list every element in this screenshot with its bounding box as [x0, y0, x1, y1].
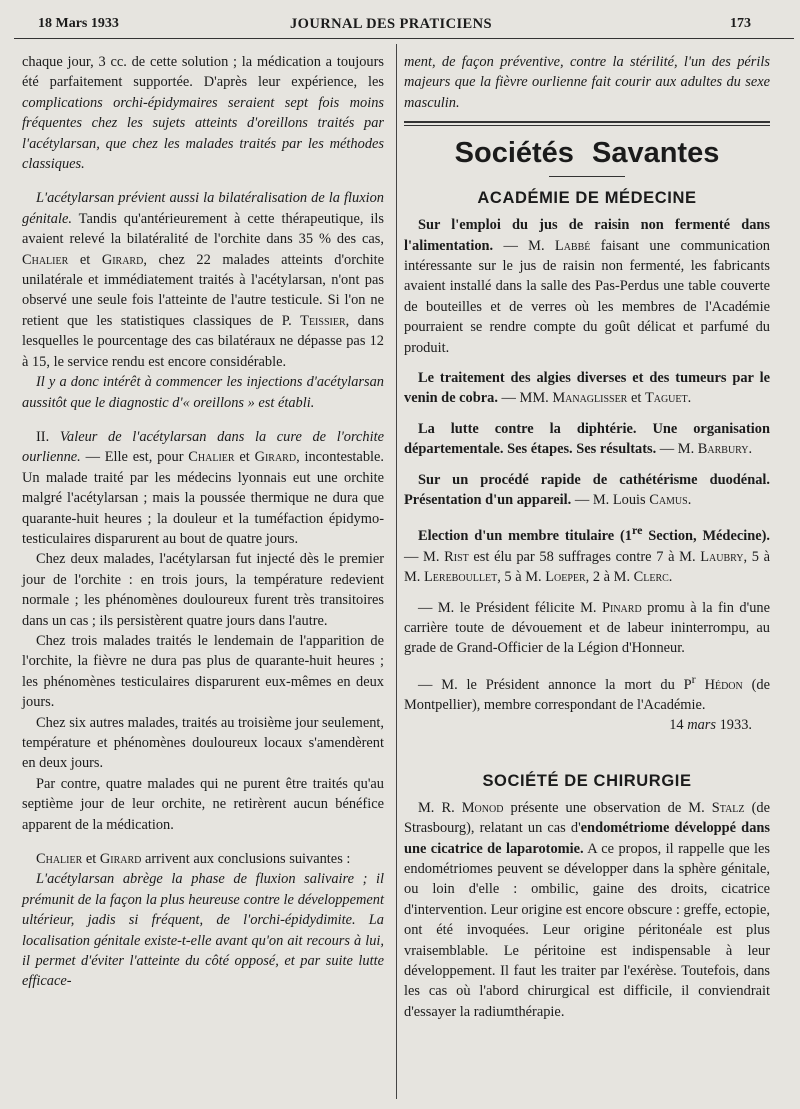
paragraph: — M. le Président annonce la mort du $P^r$ Hédon (de Montpellier), membre correspondant de l'Académie. [404, 671, 770, 713]
chirurgie-heading: SOCIÉTÉ DE CHIRURGIE [482, 771, 692, 790]
paragraph: Chalier et Girard arrivent aux conclusions suivantes : [36, 851, 351, 868]
paragraph: — M. le Président félicite M. Pinard promu à la fin d'une carrière toute de dévouement et de labeur ininterrompu, au grade de Grand-Officier de la Légion d'Honneur. [404, 599, 771, 657]
session-date: 14 mars 1933. [669, 717, 752, 734]
paragraph: L'acétylarsan prévient aussi la bilatéralisation de la fluxion génitale. Tandis qu'antérieurement à cette thérapeutique, ils avaient relevé la bilatéralité de l'orchite dans 35 % des cas, Chalier et Girard, chez 22 malades atteints d'orchite unilatérale et immédiatement traités à l'acétylarsan, n'ont pas observé une seule fois l'atteinte de l'autre testicule. Si l'on ne retient que les statistiques classiques de P. Teissier, dans lesquelles le pourcentage des cas bilatéraux ne dépasse pas 12 à 15, le service rendu est encore considérable. [22, 190, 384, 370]
left-column [22, 52, 384, 992]
section-rule [404, 121, 770, 123]
paragraph: Le traitement des algies diverses et des tumeurs par le venin de cobra. — MM. Managlisser et Taguet. [404, 370, 770, 407]
paragraph: Election d'un membre titulaire (1re Section, Médecine). — M. Rist est élu par 58 suffrages contre 7 à M. Laubry, 5 à M. Lereboullet, 5 à M. Loeper, 2 à M. Clerc. [404, 523, 770, 586]
header-page-number: 173 [730, 16, 751, 31]
paragraph: ment, de façon préventive, contre la stérilité, l'un des périls majeurs que la fièvre ourlienne fait courir aux adultes du sexe masculin. [404, 54, 770, 111]
column-divider [396, 44, 397, 1099]
header-rule [14, 38, 794, 39]
paragraph: M. R. Monod présente une observation de M. Stalz (de Strasbourg), relatant un cas d'endométriome développé dans une cicatrice de laparotomie. A ce propos, il rappelle que les endométriomes peuvent se développer dans la sphère génitale, ou loin d'elle : ombilic, gaine des droits, cicatrice d'intervention. Leur origine est encore obscure : greffe, ectopie, ont été invoquées. Leur origine péritonéale est plus vraisemblable. Le péritoine est indispensable à leur développement. Il faut les traiter par l'exérèse. Toutefois, dans les cas où l'abord chirurgical est difficile, il conviendrait d'essayer la radiumthérapie. [404, 799, 771, 1020]
paragraph: Chez deux malades, l'acétylarsan fut injecté dès le premier jour de l'orchite : en trois jours, la température redevient normale ; les phénomènes douloureux furent très transitoires dans un cas ; ils persistèrent quatre jours dans l'autre. [22, 551, 384, 629]
header-journal-title: JOURNAL DES PRATICIENS [290, 16, 492, 32]
paragraph: Sur un procédé rapide de cathétérisme duodénal. Présentation d'un appareil. — M. Louis Camus. [404, 471, 770, 509]
paragraph: Chez trois malades traités le lendemain de l'apparition de l'orchite, la fièvre ne dura pas plus de quarante-huit heures ; les phénomènes testiculaires disparurent eux-mêmes en deux jours. [22, 632, 384, 711]
heading-rule [549, 176, 625, 177]
paragraph: La lutte contre la diphtérie. Une organisation départementale. Ses étapes. Ses résultats. — M. Barbury. [404, 420, 770, 458]
paragraph: chaque jour, 3 cc. de cette solution ; la médication a toujours été parfaitement supportée. D'après leur expérience, les complications orchi-épidymaires seraient sept fois moins fréquentes chez les sujets atteints d'oreillons traités par l'acétylarsan, que chez les malades traités par les méthodes classiques. [22, 54, 384, 173]
paragraph: Sur l'emploi du jus de raisin non fermenté dans l'alimentation. — M. Labbé faisant une communication intéressante sur le jus de raisin non fermenté, les fabricants avaient installé dans la salle des Pas-Perdus une table couverte de bouteilles et de verres où les membres de l'Académie pourraient se rendre compte du goût délicat et parfumé du produit. [404, 217, 771, 356]
academie-heading: ACADÉMIE DE MÉDECINE [477, 189, 697, 208]
right-column [404, 52, 770, 1022]
paragraph: L'acétylarsan abrège la phase de fluxion salivaire ; il prémunit de la façon la plus heureuse contre le développement ultérieur, jadis si fréquent, de l'orchi-épidydimite. La localisation génitale existe-t-elle avant qu'on ait recours à lui, il permet d'éviter l'atteinte du côté opposé, et par suite lutte efficace- [22, 871, 384, 990]
paragraph: Chez six autres malades, traités au troisième jour seulement, température et phénomènes douloureux locaux s'amendèrent en deux jours. [22, 714, 384, 772]
header-date: 18 Mars 1933 [38, 16, 119, 31]
societes-savantes-heading: Sociétés Savantes [454, 137, 720, 170]
paragraph: II. Valeur de l'acétylarsan dans la cure de l'orchite ourlienne. — Elle est, pour Chalier et Girard, incontestable. Un malade traité par les médecins lyonnais eut une orchite malgré l'acétylarsan ; mais la poussée thermique ne dura que quarante-huit heures ; la douleur et la tuméfaction épidymo-testiculaires disparurent au bout de quatre jours. [22, 428, 384, 547]
paragraph: Il y a donc intérêt à commencer les injections d'acétylarsan aussitôt que le diagnostic d'« oreillons » est établi. [22, 374, 384, 411]
paragraph: Par contre, quatre malades qui ne purent être traités qu'au septième jour de leur orchite, ne retirèrent aucun bénéfice apparent de la médication. [22, 775, 384, 833]
section-rule [404, 125, 770, 126]
